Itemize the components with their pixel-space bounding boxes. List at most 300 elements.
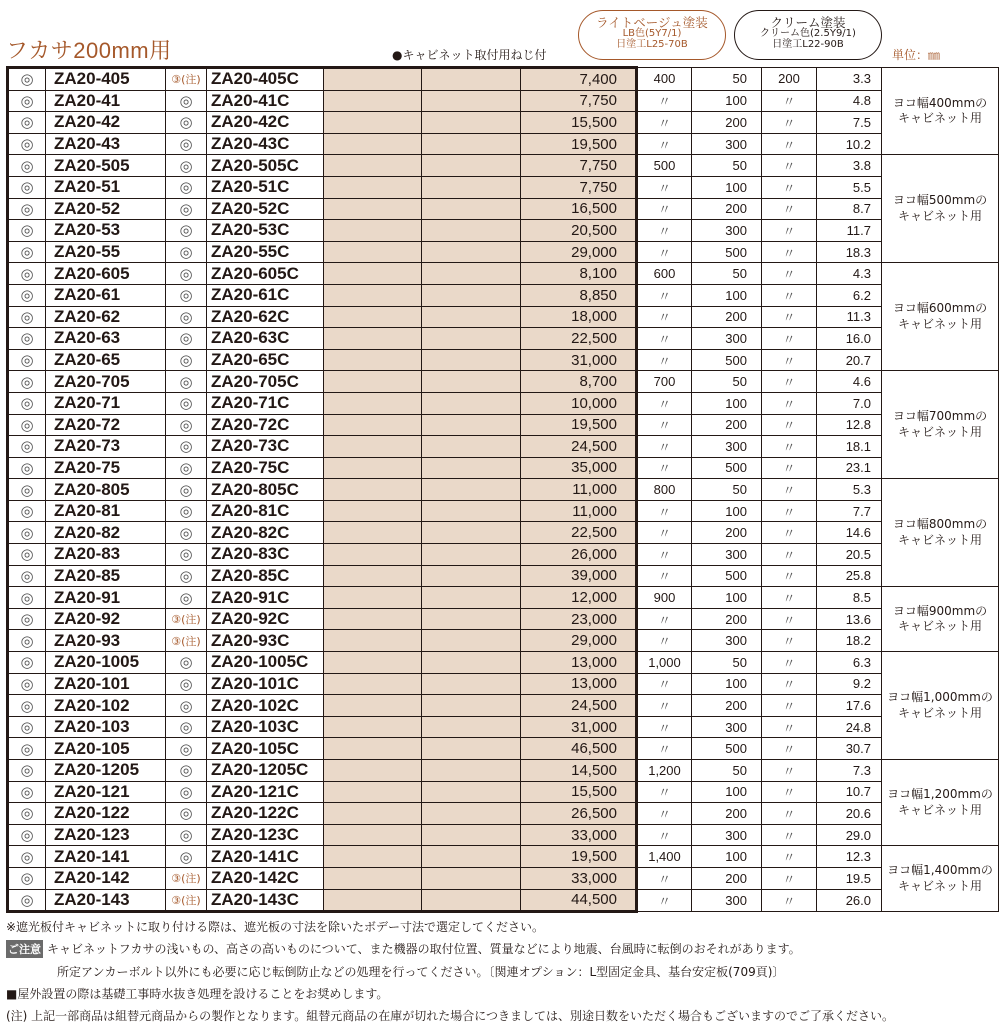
width-mm: 〃 (637, 695, 692, 717)
price: 22,500 (521, 522, 637, 544)
depth-mm: 500 (692, 241, 762, 263)
note-line-2: キャビネット用 (897, 878, 982, 893)
blank-cell (422, 90, 521, 112)
availability-mark: ◎ (166, 652, 207, 674)
product-code-cream: ZA20-53C (207, 220, 324, 242)
blank-cell (324, 565, 422, 587)
depth-mm: 200 (692, 608, 762, 630)
blank-cell (422, 414, 521, 436)
note-stock: (注) 上記一部商品は組替元商品からの製作となります。組替元商品の在庫が切れた場合につきましては、別途日数をいただく場合もございますのでご了承ください。 (6, 1009, 894, 1023)
blank-cell (324, 220, 422, 242)
depth-mm: 300 (692, 328, 762, 350)
product-code: ZA20-62 (46, 306, 166, 328)
availability-mark: ◎ (166, 479, 207, 501)
table-row (8, 608, 999, 630)
mass-kg: 20.5 (817, 544, 882, 566)
note-line-2: キャビネット用 (897, 111, 982, 126)
double-circle-mark: ◎ (8, 673, 46, 695)
availability-mark: ◎ (166, 436, 207, 458)
price: 19,500 (521, 414, 637, 436)
availability-mark: ◎ (166, 306, 207, 328)
table-row (8, 587, 999, 609)
double-circle-mark: ◎ (8, 630, 46, 652)
width-mm: 1,000 (637, 652, 692, 674)
blank-cell (324, 436, 422, 458)
mass-kg: 7.0 (817, 392, 882, 414)
blank-cell (422, 133, 521, 155)
depth-mm: 100 (692, 500, 762, 522)
availability-mark: ◎ (166, 738, 207, 760)
product-code: ZA20-43 (46, 133, 166, 155)
table-row (8, 284, 999, 306)
table-row (8, 198, 999, 220)
mass-kg: 18.2 (817, 630, 882, 652)
depth-mm: 100 (692, 392, 762, 414)
mass-kg: 13.6 (817, 608, 882, 630)
note-line-1: ヨコ幅700mmの (892, 409, 988, 424)
height-mm: 〃 (762, 630, 817, 652)
note-line-1: ヨコ幅1,000mmの (887, 689, 993, 704)
width-mm: 〃 (637, 220, 692, 242)
product-code: ZA20-41 (46, 90, 166, 112)
availability-mark: ◎ (166, 371, 207, 393)
product-code: ZA20-141 (46, 846, 166, 868)
double-circle-mark: ◎ (8, 133, 46, 155)
blank-cell (422, 371, 521, 393)
blank-cell (422, 695, 521, 717)
price: 33,000 (521, 867, 637, 889)
product-code: ZA20-1205 (46, 760, 166, 782)
width-mm: 〃 (637, 112, 692, 134)
blank-cell (324, 889, 422, 912)
availability-mark: ◎ (166, 112, 207, 134)
mass-kg: 29.0 (817, 824, 882, 846)
mass-kg: 5.5 (817, 176, 882, 198)
product-code-cream: ZA20-52C (207, 198, 324, 220)
blank-cell (422, 587, 521, 609)
depth-mm: 300 (692, 824, 762, 846)
blank-cell (422, 328, 521, 350)
blank-cell (324, 652, 422, 674)
height-mm: 〃 (762, 608, 817, 630)
cabinet-width-note (882, 263, 999, 371)
blank-cell (422, 565, 521, 587)
mass-kg: 3.3 (817, 68, 882, 91)
note-line-1: ヨコ幅800mmの (892, 517, 988, 532)
table-row (8, 652, 999, 674)
price: 15,500 (521, 781, 637, 803)
depth-mm: 500 (692, 738, 762, 760)
availability-mark: ◎ (166, 673, 207, 695)
mass-kg: 4.8 (817, 90, 882, 112)
depth-mm: 300 (692, 133, 762, 155)
cabinet-width-note (882, 479, 999, 587)
table-row (8, 695, 999, 717)
price: 29,000 (521, 241, 637, 263)
page-title: フカサ200mm用 (6, 38, 172, 63)
cream-paint-label (734, 10, 882, 60)
mass-kg: 17.6 (817, 695, 882, 717)
height-mm: 〃 (762, 565, 817, 587)
height-mm: 〃 (762, 263, 817, 285)
depth-mm: 300 (692, 630, 762, 652)
depth-mm: 200 (692, 306, 762, 328)
product-code: ZA20-63 (46, 328, 166, 350)
cabinet-width-note (882, 155, 999, 263)
cabinet-width-note (882, 846, 999, 912)
height-mm: 〃 (762, 414, 817, 436)
price: 19,500 (521, 846, 637, 868)
price: 26,500 (521, 803, 637, 825)
product-code-cream: ZA20-63C (207, 328, 324, 350)
product-code-cream: ZA20-62C (207, 306, 324, 328)
product-code: ZA20-61 (46, 284, 166, 306)
depth-mm: 200 (692, 198, 762, 220)
double-circle-mark: ◎ (8, 652, 46, 674)
product-code-cream: ZA20-42C (207, 112, 324, 134)
blank-cell (422, 803, 521, 825)
product-code: ZA20-101 (46, 673, 166, 695)
availability-mark: ◎ (166, 284, 207, 306)
product-code-cream: ZA20-142C (207, 867, 324, 889)
depth-mm: 500 (692, 457, 762, 479)
blank-cell (422, 263, 521, 285)
table-row (8, 457, 999, 479)
depth-mm: 200 (692, 867, 762, 889)
blank-cell (324, 781, 422, 803)
width-mm: 〃 (637, 803, 692, 825)
product-code: ZA20-405 (46, 68, 166, 91)
product-code-cream: ZA20-705C (207, 371, 324, 393)
mass-kg: 20.6 (817, 803, 882, 825)
height-mm: 〃 (762, 328, 817, 350)
note-shade-panel: ※遮光板付キャビネットに取り付ける際は、遮光板の寸法を除いたボデー寸法で選定してください。 (6, 920, 545, 934)
blank-cell (422, 630, 521, 652)
depth-mm: 200 (692, 695, 762, 717)
mass-kg: 18.3 (817, 241, 882, 263)
depth-mm: 100 (692, 587, 762, 609)
depth-mm: 300 (692, 716, 762, 738)
mass-kg: 12.3 (817, 846, 882, 868)
table-row (8, 479, 999, 501)
width-mm: 〃 (637, 544, 692, 566)
width-mm: 〃 (637, 198, 692, 220)
note-line-2: キャビネット用 (897, 802, 982, 817)
blank-cell (324, 803, 422, 825)
product-code: ZA20-83 (46, 544, 166, 566)
width-mm: 1,200 (637, 760, 692, 782)
price: 12,000 (521, 587, 637, 609)
depth-mm: 100 (692, 176, 762, 198)
double-circle-mark: ◎ (8, 565, 46, 587)
cream-code: クリーム色(2.5Y9/1) (760, 28, 856, 40)
blank-cell (324, 587, 422, 609)
height-mm: 200 (762, 68, 817, 91)
height-mm: 〃 (762, 220, 817, 242)
depth-mm: 100 (692, 846, 762, 868)
availability-mark: ◎ (166, 176, 207, 198)
double-circle-mark: ◎ (8, 112, 46, 134)
double-circle-mark: ◎ (8, 867, 46, 889)
product-code: ZA20-105 (46, 738, 166, 760)
table-row (8, 306, 999, 328)
note-line-2: キャビネット用 (897, 532, 982, 547)
product-code-cream: ZA20-85C (207, 565, 324, 587)
height-mm: 〃 (762, 846, 817, 868)
double-circle-mark: ◎ (8, 479, 46, 501)
height-mm: 〃 (762, 284, 817, 306)
product-code-cream: ZA20-82C (207, 522, 324, 544)
mass-kg: 20.7 (817, 349, 882, 371)
blank-cell (324, 760, 422, 782)
height-mm: 〃 (762, 867, 817, 889)
price: 35,000 (521, 457, 637, 479)
price: 7,750 (521, 90, 637, 112)
double-circle-mark: ◎ (8, 176, 46, 198)
price: 26,000 (521, 544, 637, 566)
width-mm: 900 (637, 587, 692, 609)
double-circle-mark: ◎ (8, 608, 46, 630)
blank-cell (422, 673, 521, 695)
cabinet-width-note (882, 587, 999, 652)
note-line-1: ヨコ幅400mmの (892, 95, 988, 110)
product-code-cream: ZA20-41C (207, 90, 324, 112)
blank-cell (324, 241, 422, 263)
depth-mm: 50 (692, 479, 762, 501)
product-code-cream: ZA20-141C (207, 846, 324, 868)
price: 13,000 (521, 652, 637, 674)
width-mm: 〃 (637, 133, 692, 155)
blank-cell (422, 241, 521, 263)
availability-mark: ◎ (166, 263, 207, 285)
price: 22,500 (521, 328, 637, 350)
price: 23,000 (521, 608, 637, 630)
blank-cell (422, 220, 521, 242)
product-code: ZA20-73 (46, 436, 166, 458)
double-circle-mark: ◎ (8, 436, 46, 458)
height-mm: 〃 (762, 673, 817, 695)
double-circle-mark: ◎ (8, 738, 46, 760)
table-row (8, 544, 999, 566)
product-code-cream: ZA20-605C (207, 263, 324, 285)
availability-mark: ◎ (166, 824, 207, 846)
mass-kg: 6.3 (817, 652, 882, 674)
availability-mark: ◎ (166, 155, 207, 177)
depth-mm: 300 (692, 889, 762, 912)
price: 8,850 (521, 284, 637, 306)
blank-cell (422, 112, 521, 134)
height-mm: 〃 (762, 652, 817, 674)
width-mm: 600 (637, 263, 692, 285)
note-line-2: キャビネット用 (897, 316, 982, 331)
blank-cell (324, 500, 422, 522)
blank-cell (422, 155, 521, 177)
product-code-cream: ZA20-103C (207, 716, 324, 738)
availability-mark: ◎ (166, 220, 207, 242)
width-mm: 〃 (637, 867, 692, 889)
mass-kg: 14.6 (817, 522, 882, 544)
table-row (8, 263, 999, 285)
height-mm: 〃 (762, 760, 817, 782)
width-mm: 〃 (637, 457, 692, 479)
caution-text-1: キャビネットフカサの浅いもの、高さの高いものについて、また機器の取付位置、質量などにより地震、台風時に転倒のおそれがあります。 (47, 942, 801, 956)
product-code: ZA20-72 (46, 414, 166, 436)
caution-badge: ご注意 (6, 940, 43, 958)
mass-kg: 10.2 (817, 133, 882, 155)
blank-cell (422, 781, 521, 803)
depth-mm: 200 (692, 522, 762, 544)
double-circle-mark: ◎ (8, 760, 46, 782)
mass-kg: 18.1 (817, 436, 882, 458)
mass-kg: 5.3 (817, 479, 882, 501)
blank-cell (324, 867, 422, 889)
height-mm: 〃 (762, 155, 817, 177)
availability-mark: ◎ (166, 500, 207, 522)
blank-cell (422, 176, 521, 198)
mass-kg: 6.2 (817, 284, 882, 306)
product-code-cream: ZA20-101C (207, 673, 324, 695)
double-circle-mark: ◎ (8, 284, 46, 306)
double-circle-mark: ◎ (8, 371, 46, 393)
availability-mark: ◎ (166, 392, 207, 414)
blank-cell (324, 90, 422, 112)
width-mm: 〃 (637, 738, 692, 760)
width-mm: 〃 (637, 392, 692, 414)
blank-cell (422, 457, 521, 479)
double-circle-mark: ◎ (8, 392, 46, 414)
availability-mark: ◎ (166, 328, 207, 350)
double-circle-mark: ◎ (8, 155, 46, 177)
mass-kg: 7.7 (817, 500, 882, 522)
price: 31,000 (521, 349, 637, 371)
product-code: ZA20-51 (46, 176, 166, 198)
width-mm: 〃 (637, 306, 692, 328)
table-row (8, 500, 999, 522)
availability-mark: ◎ (166, 716, 207, 738)
mass-kg: 26.0 (817, 889, 882, 912)
double-circle-mark: ◎ (8, 414, 46, 436)
blank-cell (324, 155, 422, 177)
blank-cell (324, 479, 422, 501)
double-circle-mark: ◎ (8, 695, 46, 717)
blank-cell (324, 284, 422, 306)
product-code: ZA20-52 (46, 198, 166, 220)
blank-cell (422, 760, 521, 782)
cream-name: クリーム塗装 (770, 15, 846, 30)
blank-cell (422, 846, 521, 868)
price: 24,500 (521, 695, 637, 717)
price: 10,000 (521, 392, 637, 414)
table-row (8, 155, 999, 177)
height-mm: 〃 (762, 241, 817, 263)
mass-kg: 19.5 (817, 867, 882, 889)
product-code: ZA20-705 (46, 371, 166, 393)
blank-cell (324, 608, 422, 630)
product-code: ZA20-121 (46, 781, 166, 803)
note-line-1: ヨコ幅900mmの (892, 603, 988, 618)
product-table (6, 66, 999, 913)
availability-mark: ◎ (166, 846, 207, 868)
blank-cell (422, 738, 521, 760)
blank-cell (422, 68, 521, 91)
product-code-cream: ZA20-43C (207, 133, 324, 155)
availability-mark: ◎ (166, 760, 207, 782)
blank-cell (422, 867, 521, 889)
blank-cell (324, 112, 422, 134)
blank-cell (422, 284, 521, 306)
width-mm: 〃 (637, 284, 692, 306)
price: 11,000 (521, 500, 637, 522)
mass-kg: 8.7 (817, 198, 882, 220)
height-mm: 〃 (762, 349, 817, 371)
table-row (8, 414, 999, 436)
table-row (8, 436, 999, 458)
double-circle-mark: ◎ (8, 328, 46, 350)
width-mm: 〃 (637, 500, 692, 522)
blank-cell (324, 457, 422, 479)
width-mm: 〃 (637, 436, 692, 458)
height-mm: 〃 (762, 479, 817, 501)
blank-cell (422, 652, 521, 674)
depth-mm: 50 (692, 68, 762, 91)
price: 39,000 (521, 565, 637, 587)
note-line-1: ヨコ幅500mmの (892, 193, 988, 208)
blank-cell (324, 198, 422, 220)
depth-mm: 200 (692, 112, 762, 134)
width-mm: 〃 (637, 522, 692, 544)
height-mm: 〃 (762, 803, 817, 825)
mass-kg: 16.0 (817, 328, 882, 350)
height-mm: 〃 (762, 587, 817, 609)
table-row (8, 738, 999, 760)
blank-cell (422, 198, 521, 220)
mass-kg: 4.6 (817, 371, 882, 393)
width-mm: 〃 (637, 90, 692, 112)
table-row (8, 220, 999, 242)
table-row (8, 241, 999, 263)
height-mm: 〃 (762, 392, 817, 414)
width-mm: 〃 (637, 824, 692, 846)
product-code-cream: ZA20-81C (207, 500, 324, 522)
blank-cell (324, 544, 422, 566)
height-mm: 〃 (762, 716, 817, 738)
availability-mark: ◎ (166, 587, 207, 609)
availability-mark: ③(注) (166, 68, 207, 91)
product-code: ZA20-75 (46, 457, 166, 479)
availability-mark: ◎ (166, 544, 207, 566)
blank-cell (324, 392, 422, 414)
double-circle-mark: ◎ (8, 522, 46, 544)
depth-mm: 50 (692, 760, 762, 782)
width-mm: 700 (637, 371, 692, 393)
availability-mark: ◎ (166, 349, 207, 371)
double-circle-mark: ◎ (8, 500, 46, 522)
product-code-cream: ZA20-105C (207, 738, 324, 760)
availability-mark: ◎ (166, 241, 207, 263)
height-mm: 〃 (762, 781, 817, 803)
height-mm: 〃 (762, 198, 817, 220)
product-code: ZA20-142 (46, 867, 166, 889)
product-code-cream: ZA20-92C (207, 608, 324, 630)
table-row (8, 371, 999, 393)
double-circle-mark: ◎ (8, 803, 46, 825)
mass-kg: 9.2 (817, 673, 882, 695)
height-mm: 〃 (762, 90, 817, 112)
product-code: ZA20-85 (46, 565, 166, 587)
blank-cell (324, 695, 422, 717)
mass-kg: 10.7 (817, 781, 882, 803)
double-circle-mark: ◎ (8, 587, 46, 609)
